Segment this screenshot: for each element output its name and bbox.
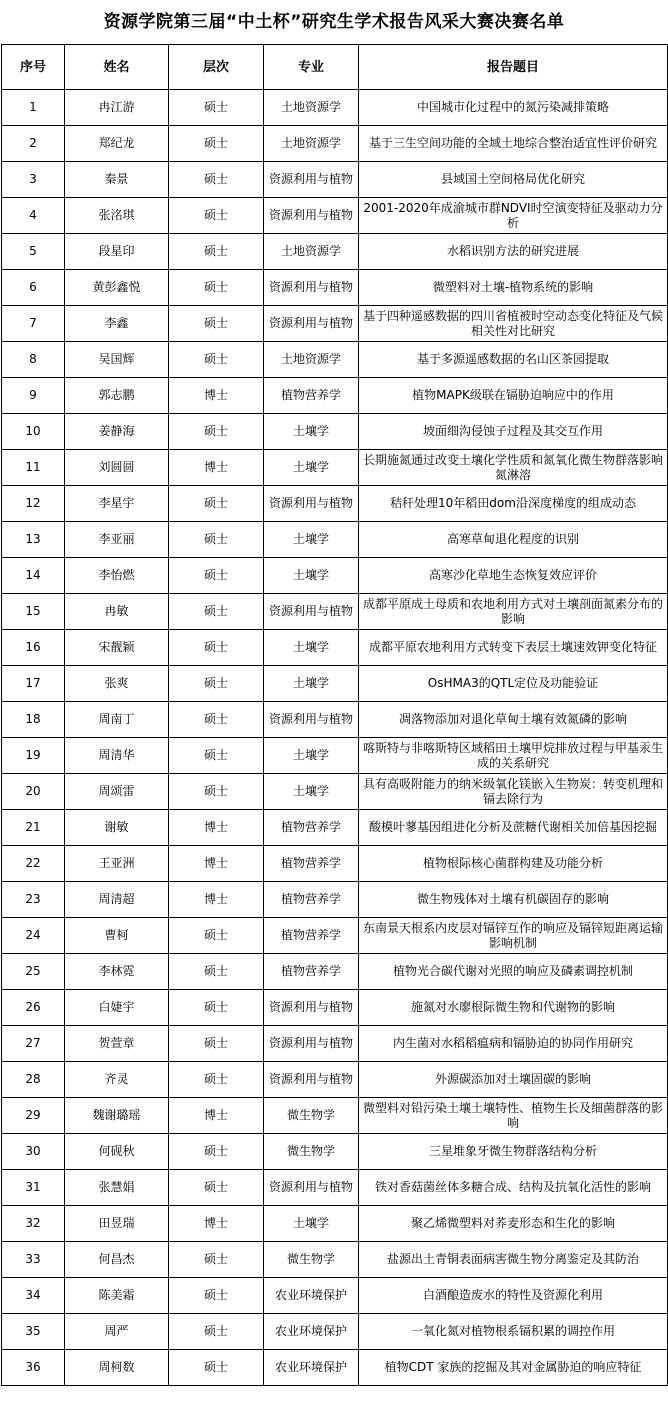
cell-name: 白婕宇 <box>65 990 169 1026</box>
table-row <box>2 918 668 954</box>
cell-index: 23 <box>2 882 65 918</box>
cell-index: 16 <box>2 630 65 666</box>
cell-degree: 硕士 <box>169 990 264 1026</box>
cell-name: 张慧娟 <box>65 1170 169 1206</box>
cell-topic: 内生菌对水稻稻瘟病和镉胁迫的协同作用研究 <box>359 1026 668 1062</box>
cell-name: 李亚丽 <box>65 522 169 558</box>
cell-name: 何昌杰 <box>65 1242 169 1278</box>
table-row <box>2 738 668 774</box>
cell-topic: 基于四种遥感数据的四川省植被时空动态变化特征及气候相关性对比研究 <box>359 306 668 342</box>
cell-name: 郑纪龙 <box>65 126 169 162</box>
table-row <box>2 1242 668 1278</box>
cell-degree: 硕士 <box>169 306 264 342</box>
cell-major: 土壤学 <box>264 666 359 702</box>
table-row <box>2 594 668 630</box>
cell-degree: 硕士 <box>169 558 264 594</box>
cell-name: 曹柯 <box>65 918 169 954</box>
cell-topic: 基于多源遥感数据的名山区茶园提取 <box>359 342 668 378</box>
cell-major: 农业环境保护 <box>264 1350 359 1386</box>
cell-index: 25 <box>2 954 65 990</box>
table-row <box>2 1026 668 1062</box>
cell-degree: 博士 <box>169 882 264 918</box>
cell-index: 27 <box>2 1026 65 1062</box>
cell-index: 35 <box>2 1314 65 1350</box>
cell-degree: 硕士 <box>169 774 264 810</box>
cell-major: 资源利用与植物 <box>264 486 359 522</box>
table-header-row <box>2 45 668 90</box>
cell-name: 魏谢璐瑶 <box>65 1098 169 1134</box>
cell-degree: 硕士 <box>169 918 264 954</box>
cell-index: 33 <box>2 1242 65 1278</box>
header-index: 序号 <box>2 45 65 90</box>
table-row <box>2 1350 668 1386</box>
table-row <box>2 1314 668 1350</box>
cell-name: 周柯数 <box>65 1350 169 1386</box>
cell-topic: 微生物残体对土壤有机碳固存的影响 <box>359 882 668 918</box>
table-row <box>2 342 668 378</box>
cell-index: 12 <box>2 486 65 522</box>
cell-major: 植物营养学 <box>264 882 359 918</box>
cell-degree: 硕士 <box>169 126 264 162</box>
table-body <box>2 90 668 1386</box>
table-row <box>2 1170 668 1206</box>
cell-index: 17 <box>2 666 65 702</box>
cell-major: 植物营养学 <box>264 378 359 414</box>
table-row <box>2 1134 668 1170</box>
cell-topic: 成都平原成土母质和农地利用方式对土壤剖面氮素分布的影响 <box>359 594 668 630</box>
cell-index: 18 <box>2 702 65 738</box>
cell-degree: 硕士 <box>169 342 264 378</box>
table-row <box>2 486 668 522</box>
cell-name: 郭志鹏 <box>65 378 169 414</box>
table-row <box>2 522 668 558</box>
cell-name: 齐灵 <box>65 1062 169 1098</box>
cell-topic: 成都平原农地利用方式转变下表层土壤速效钾变化特征 <box>359 630 668 666</box>
cell-major: 土壤学 <box>264 558 359 594</box>
table-row <box>2 558 668 594</box>
cell-major: 农业环境保护 <box>264 1314 359 1350</box>
cell-major: 资源利用与植物 <box>264 198 359 234</box>
cell-index: 26 <box>2 990 65 1026</box>
cell-major: 植物营养学 <box>264 918 359 954</box>
cell-degree: 硕士 <box>169 90 264 126</box>
table-row <box>2 774 668 810</box>
cell-degree: 硕士 <box>169 414 264 450</box>
cell-name: 吴国辉 <box>65 342 169 378</box>
cell-major: 土壤学 <box>264 630 359 666</box>
cell-topic: 东南景天根系内皮层对镉锌互作的响应及镉锌短距离运输影响机制 <box>359 918 668 954</box>
cell-major: 资源利用与植物 <box>264 702 359 738</box>
table-row <box>2 270 668 306</box>
table-row <box>2 846 668 882</box>
cell-major: 资源利用与植物 <box>264 990 359 1026</box>
cell-major: 土壤学 <box>264 414 359 450</box>
cell-major: 土壤学 <box>264 738 359 774</box>
header-major: 专业 <box>264 45 359 90</box>
cell-index: 21 <box>2 810 65 846</box>
cell-index: 10 <box>2 414 65 450</box>
cell-degree: 硕士 <box>169 1314 264 1350</box>
cell-major: 农业环境保护 <box>264 1278 359 1314</box>
cell-topic: 盐源出土青铜表面病害微生物分离鉴定及其防治 <box>359 1242 668 1278</box>
cell-topic: 具有高吸附能力的纳米级氧化镁嵌入生物炭：转变机理和镉去除行为 <box>359 774 668 810</box>
cell-index: 22 <box>2 846 65 882</box>
cell-degree: 硕士 <box>169 1242 264 1278</box>
page-title: 资源学院第三届“中土杯”研究生学术报告风采大赛决赛名单 <box>103 12 565 32</box>
cell-name: 周颂雷 <box>65 774 169 810</box>
cell-degree: 硕士 <box>169 1062 264 1098</box>
cell-index: 1 <box>2 90 65 126</box>
cell-topic: 植物CDT 家族的挖掘及其对金属胁迫的响应特征 <box>359 1350 668 1386</box>
cell-topic: 植物根际核心菌群构建及功能分析 <box>359 846 668 882</box>
cell-index: 2 <box>2 126 65 162</box>
cell-degree: 博士 <box>169 378 264 414</box>
header-name: 姓名 <box>65 45 169 90</box>
cell-index: 31 <box>2 1170 65 1206</box>
cell-name: 冉敏 <box>65 594 169 630</box>
cell-index: 20 <box>2 774 65 810</box>
cell-major: 土地资源学 <box>264 126 359 162</box>
cell-name: 周清超 <box>65 882 169 918</box>
cell-major: 资源利用与植物 <box>264 1062 359 1098</box>
cell-index: 30 <box>2 1134 65 1170</box>
finalist-table <box>1 44 668 1386</box>
table-row <box>2 702 668 738</box>
cell-topic: 长期施氮通过改变土壤化学性质和氮氧化微生物群落影响氮淋溶 <box>359 450 668 486</box>
cell-topic: 施氮对水廖根际微生物和代谢物的影响 <box>359 990 668 1026</box>
cell-major: 资源利用与植物 <box>264 1026 359 1062</box>
cell-topic: 凋落物添加对退化草甸土壤有效氮磷的影响 <box>359 702 668 738</box>
cell-index: 3 <box>2 162 65 198</box>
cell-name: 谢敏 <box>65 810 169 846</box>
cell-major: 植物营养学 <box>264 846 359 882</box>
table-row <box>2 1278 668 1314</box>
cell-index: 7 <box>2 306 65 342</box>
cell-index: 9 <box>2 378 65 414</box>
table-row <box>2 1062 668 1098</box>
cell-topic: 喀斯特与非喀斯特区域稻田土壤甲烷排放过程与甲基汞生成的关系研究 <box>359 738 668 774</box>
cell-topic: OsHMA3的QTL定位及功能验证 <box>359 666 668 702</box>
table-row <box>2 162 668 198</box>
cell-degree: 硕士 <box>169 162 264 198</box>
cell-index: 6 <box>2 270 65 306</box>
cell-name: 周南丁 <box>65 702 169 738</box>
cell-degree: 硕士 <box>169 234 264 270</box>
cell-degree: 硕士 <box>169 522 264 558</box>
cell-index: 19 <box>2 738 65 774</box>
cell-degree: 硕士 <box>169 594 264 630</box>
cell-name: 贺萱章 <box>65 1026 169 1062</box>
header-degree: 层次 <box>169 45 264 90</box>
cell-major: 土壤学 <box>264 774 359 810</box>
cell-degree: 硕士 <box>169 1350 264 1386</box>
cell-index: 11 <box>2 450 65 486</box>
cell-topic: 高寒沙化草地生态恢复效应评价 <box>359 558 668 594</box>
cell-major: 资源利用与植物 <box>264 1170 359 1206</box>
cell-index: 36 <box>2 1350 65 1386</box>
cell-index: 8 <box>2 342 65 378</box>
table-row <box>2 810 668 846</box>
cell-degree: 硕士 <box>169 738 264 774</box>
cell-index: 32 <box>2 1206 65 1242</box>
cell-name: 冉江游 <box>65 90 169 126</box>
cell-topic: 坡面细沟侵蚀子过程及其交互作用 <box>359 414 668 450</box>
cell-topic: 微塑料对土壤-植物系统的影响 <box>359 270 668 306</box>
cell-name: 陈美霜 <box>65 1278 169 1314</box>
cell-degree: 硕士 <box>169 630 264 666</box>
table-row <box>2 126 668 162</box>
cell-topic: 微塑料对铅污染土壤土壤特性、植物生长及细菌群落的影响 <box>359 1098 668 1134</box>
cell-degree: 硕士 <box>169 666 264 702</box>
table-row <box>2 882 668 918</box>
cell-degree: 硕士 <box>169 1278 264 1314</box>
cell-name: 田昱瑞 <box>65 1206 169 1242</box>
cell-name: 刘圆圆 <box>65 450 169 486</box>
cell-name: 王亚洲 <box>65 846 169 882</box>
cell-topic: 聚乙烯微塑料对荞麦形态和生化的影响 <box>359 1206 668 1242</box>
cell-degree: 硕士 <box>169 1026 264 1062</box>
cell-name: 张洺琪 <box>65 198 169 234</box>
table-row <box>2 954 668 990</box>
cell-degree: 博士 <box>169 450 264 486</box>
cell-topic: 水稻识别方法的研究进展 <box>359 234 668 270</box>
table-row <box>2 306 668 342</box>
table-row <box>2 414 668 450</box>
cell-degree: 硕士 <box>169 954 264 990</box>
cell-name: 李怡燃 <box>65 558 169 594</box>
cell-major: 微生物学 <box>264 1242 359 1278</box>
cell-name: 秦景 <box>65 162 169 198</box>
cell-index: 13 <box>2 522 65 558</box>
cell-name: 段星印 <box>65 234 169 270</box>
cell-degree: 硕士 <box>169 1134 264 1170</box>
cell-index: 24 <box>2 918 65 954</box>
cell-degree: 硕士 <box>169 270 264 306</box>
cell-degree: 硕士 <box>169 702 264 738</box>
cell-name: 李星宇 <box>65 486 169 522</box>
cell-index: 5 <box>2 234 65 270</box>
cell-topic: 植物MAPK级联在镉胁迫响应中的作用 <box>359 378 668 414</box>
cell-topic: 酸模叶蓼基因组进化分析及蔗糖代谢相关加倍基因挖掘 <box>359 810 668 846</box>
cell-topic: 铁对香菇菌丝体多糖合成、结构及抗氧化活性的影响 <box>359 1170 668 1206</box>
table-row <box>2 90 668 126</box>
cell-degree: 博士 <box>169 1098 264 1134</box>
cell-major: 土地资源学 <box>264 234 359 270</box>
cell-name: 黄彭鑫悦 <box>65 270 169 306</box>
cell-major: 土壤学 <box>264 1206 359 1242</box>
cell-degree: 博士 <box>169 1206 264 1242</box>
table-row <box>2 198 668 234</box>
cell-major: 资源利用与植物 <box>264 162 359 198</box>
cell-major: 资源利用与植物 <box>264 594 359 630</box>
cell-major: 微生物学 <box>264 1098 359 1134</box>
cell-index: 29 <box>2 1098 65 1134</box>
cell-major: 土壤学 <box>264 450 359 486</box>
header-topic: 报告题目 <box>359 45 668 90</box>
table-row <box>2 1206 668 1242</box>
table-row <box>2 234 668 270</box>
cell-major: 植物营养学 <box>264 954 359 990</box>
cell-topic: 县域国土空间格局优化研究 <box>359 162 668 198</box>
cell-major: 资源利用与植物 <box>264 270 359 306</box>
cell-name: 姜静海 <box>65 414 169 450</box>
cell-major: 资源利用与植物 <box>264 306 359 342</box>
cell-topic: 三星堆象牙微生物群落结构分析 <box>359 1134 668 1170</box>
cell-topic: 秸秆处理10年稻田dom沿深度梯度的组成动态 <box>359 486 668 522</box>
cell-topic: 基于三生空间功能的全域土地综合整治适宜性评价研究 <box>359 126 668 162</box>
table-row <box>2 666 668 702</box>
cell-name: 李鑫 <box>65 306 169 342</box>
cell-index: 14 <box>2 558 65 594</box>
cell-major: 土地资源学 <box>264 90 359 126</box>
cell-name: 周清华 <box>65 738 169 774</box>
cell-topic: 2001-2020年成渝城市群NDVI时空演变特征及驱动力分析 <box>359 198 668 234</box>
cell-degree: 博士 <box>169 846 264 882</box>
cell-major: 微生物学 <box>264 1134 359 1170</box>
cell-topic: 外源碳添加对土壤固碳的影响 <box>359 1062 668 1098</box>
cell-major: 植物营养学 <box>264 810 359 846</box>
cell-name: 宋靓颖 <box>65 630 169 666</box>
cell-degree: 博士 <box>169 810 264 846</box>
cell-index: 28 <box>2 1062 65 1098</box>
cell-name: 张爽 <box>65 666 169 702</box>
table-row <box>2 450 668 486</box>
cell-degree: 硕士 <box>169 1170 264 1206</box>
cell-topic: 中国城市化过程中的氮污染减排策略 <box>359 90 668 126</box>
cell-name: 何砚秋 <box>65 1134 169 1170</box>
cell-topic: 白酒酿造废水的特性及资源化利用 <box>359 1278 668 1314</box>
cell-major: 土地资源学 <box>264 342 359 378</box>
table-row <box>2 1098 668 1134</box>
table-row <box>2 990 668 1026</box>
cell-name: 周严 <box>65 1314 169 1350</box>
cell-topic: 植物光合碳代谢对光照的响应及磷素调控机制 <box>359 954 668 990</box>
cell-index: 4 <box>2 198 65 234</box>
table-row <box>2 378 668 414</box>
table-row <box>2 630 668 666</box>
cell-index: 15 <box>2 594 65 630</box>
cell-name: 李林霓 <box>65 954 169 990</box>
cell-topic: 高寒草甸退化程度的识别 <box>359 522 668 558</box>
cell-index: 34 <box>2 1278 65 1314</box>
cell-topic: 一氧化氮对植物根系镉积累的调控作用 <box>359 1314 668 1350</box>
cell-degree: 硕士 <box>169 486 264 522</box>
cell-major: 土壤学 <box>264 522 359 558</box>
cell-degree: 硕士 <box>169 198 264 234</box>
